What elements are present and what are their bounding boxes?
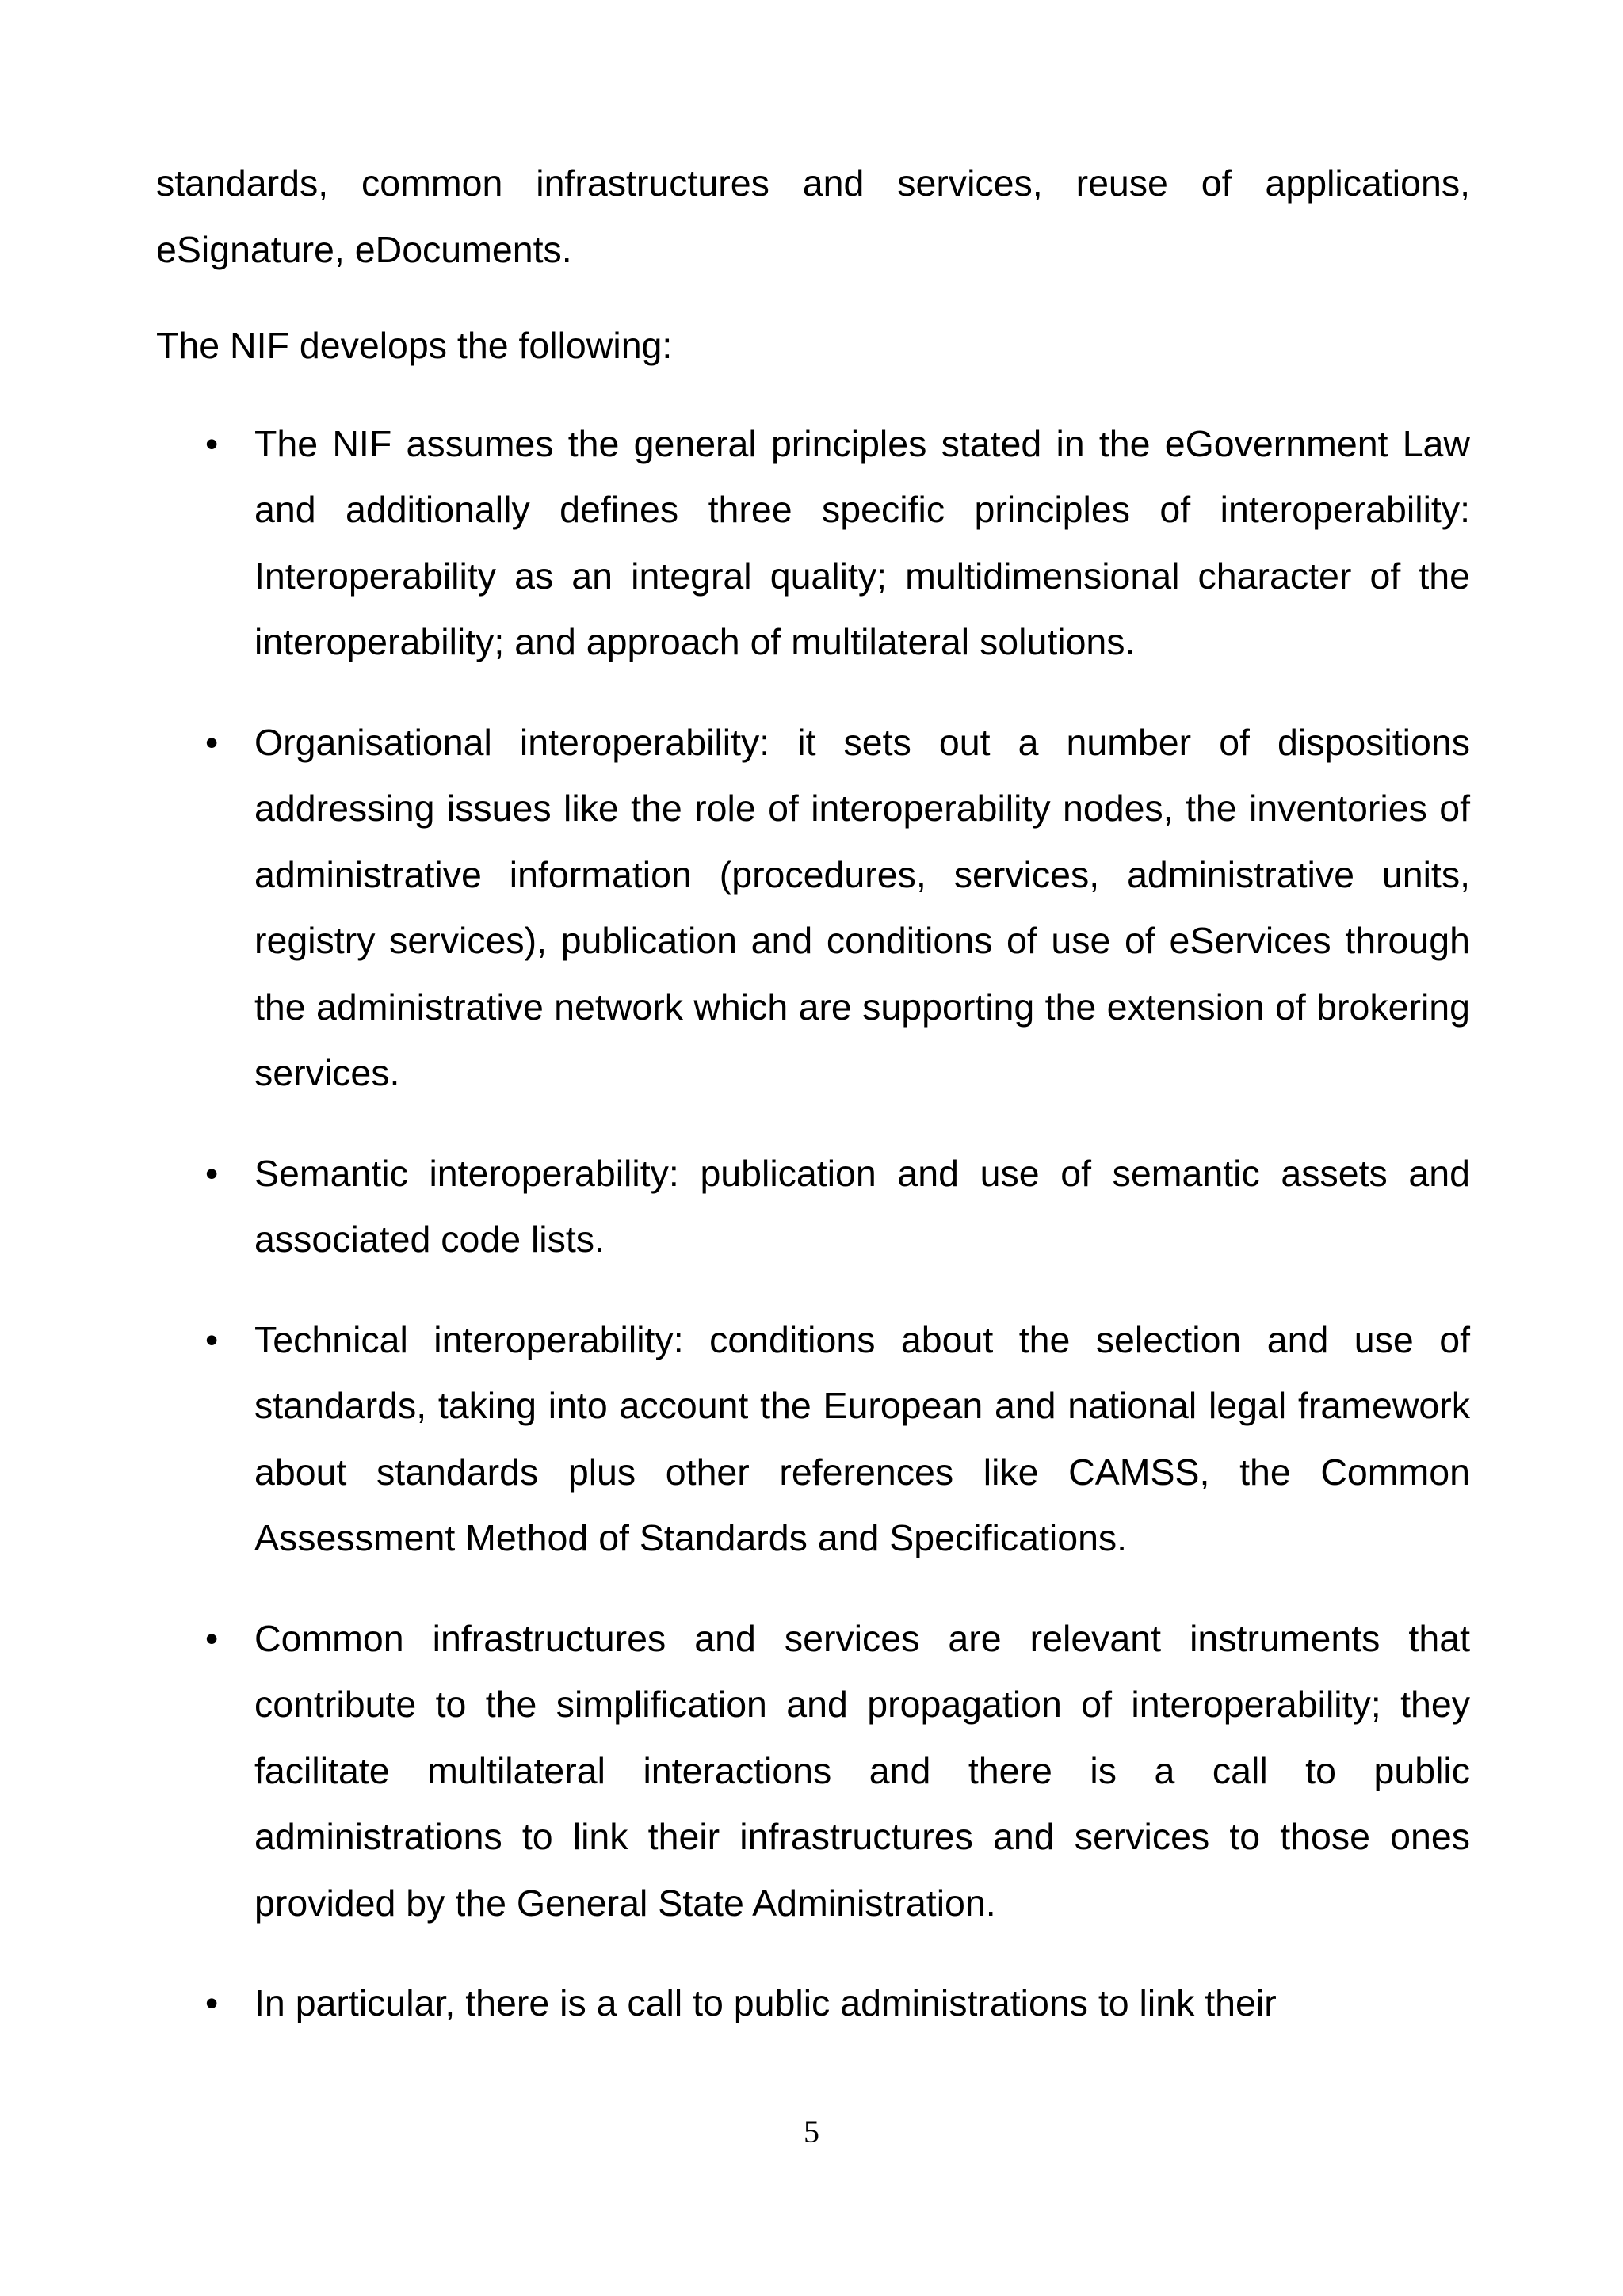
list-item bbox=[156, 1141, 1470, 1273]
bullet-list bbox=[156, 411, 1470, 2037]
bullet-icon: • bbox=[205, 1617, 219, 1659]
bullet-icon: • bbox=[205, 422, 219, 464]
list-item bbox=[156, 1307, 1470, 1572]
list-item bbox=[156, 1606, 1470, 1937]
bullet-text: Technical interoperability: conditions about the selection and use of standards, taking into account the European and national legal framework about standards plus other references like CAMSS, the Common Assessment Method of Standards and Specifications. bbox=[254, 1318, 1470, 1558]
page-number: 5 bbox=[804, 2114, 819, 2149]
list-item bbox=[156, 411, 1470, 676]
bullet-text: Common infrastructures and services are relevant instruments that contribute to the simplification and propagation of interoperability; they facilitate multilateral interactions and there is a call to public administrations to link their infrastructures and services to those ones provided by the General State Administration. bbox=[254, 1617, 1470, 1924]
bullet-text: Organisational interoperability: it sets out a number of dispositions addressing issues like the role of interoperability nodes, the inventories of administrative information (procedures, services, administrative units, registry services), publication and conditions of use of eServices through the administrative network which are supporting the extension of brokering services. bbox=[254, 721, 1470, 1093]
bullet-icon: • bbox=[205, 1982, 219, 2023]
intro-paragraph: standards, common infrastructures and services, reuse of applications, eSignature, eDocuments. bbox=[156, 162, 1470, 270]
bullet-text: In particular, there is a call to public administrations to link their bbox=[254, 1982, 1277, 2023]
list-item bbox=[156, 1970, 1470, 2037]
list-item bbox=[156, 710, 1470, 1107]
bullet-text: The NIF assumes the general principles stated in the eGovernment Law and additionally defines three specific principles of interoperability: Interoperability as an integral quality; multidimensional character of the interoperability; and approach of multilateral solutions. bbox=[254, 422, 1470, 662]
page-content bbox=[156, 151, 1470, 2037]
bullet-text: Semantic interoperability: publication and use of semantic assets and associated code lists. bbox=[254, 1152, 1470, 1260]
lead-in-paragraph: The NIF develops the following: bbox=[156, 325, 673, 366]
bullet-icon: • bbox=[205, 1318, 219, 1360]
bullet-icon: • bbox=[205, 1152, 219, 1194]
bullet-icon: • bbox=[205, 721, 219, 763]
